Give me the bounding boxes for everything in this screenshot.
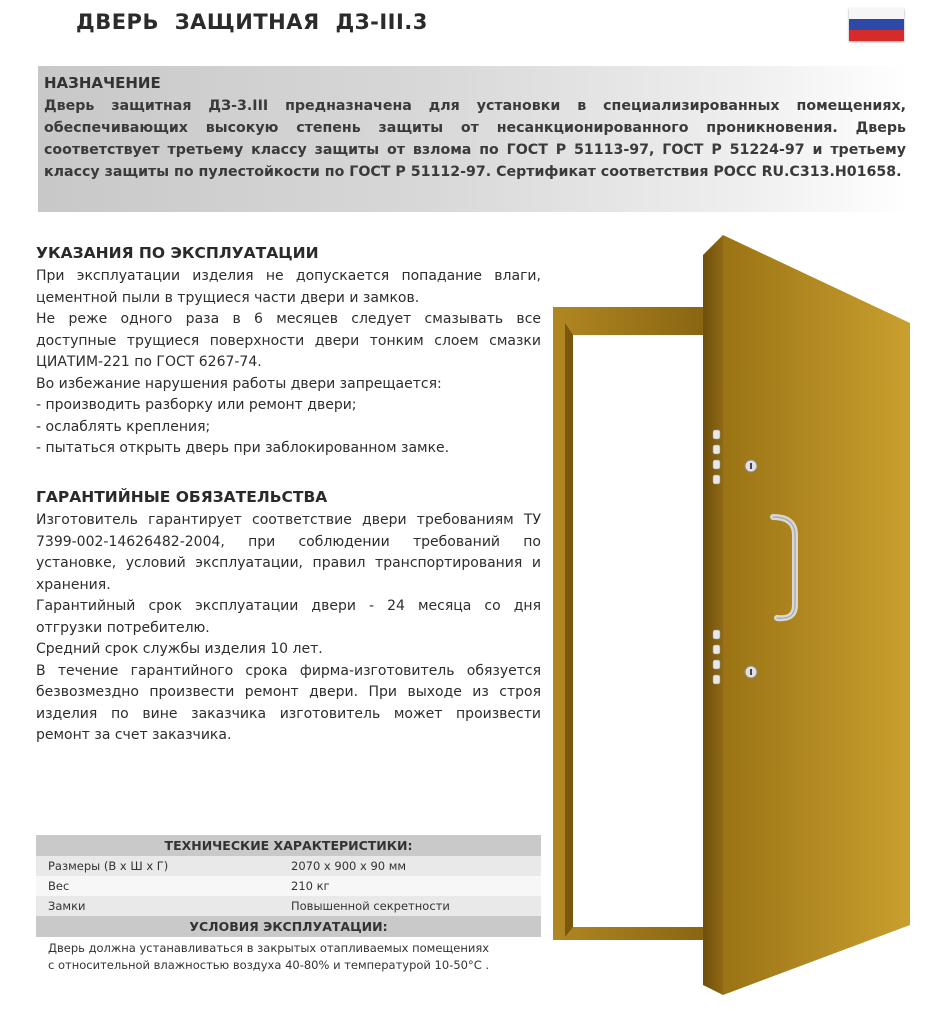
table-row — [36, 876, 541, 896]
door-leaf — [723, 235, 910, 995]
operation-list-item: - производить разборку или ремонт двери; — [36, 397, 357, 413]
conditions-heading: УСЛОВИЯ ЭКСПЛУАТАЦИИ: — [36, 916, 541, 937]
specs-rows — [36, 856, 541, 916]
operation-paragraph: При эксплуатации изделия не допускается попадание влаги, цементной пыли в трущиеся части двери и замков. — [36, 268, 541, 306]
warranty-paragraph: Гарантийный срок эксплуатации двери - 24 месяца со дня отгрузки потребителю. — [36, 598, 541, 636]
table-row — [36, 896, 541, 916]
operation-paragraph: Во избежание нарушения работы двери запрещается: — [36, 375, 442, 392]
warranty-paragraph: В течение гарантийного срока фирма-изготовитель обязуется безвозмездно произвести ремонт двери. При выходе из строя изделия по вине заказчика изготовитель может произвести ремонт за счет заказчика. — [36, 662, 541, 743]
conditions-text — [36, 937, 541, 974]
specs-table — [36, 835, 541, 974]
door-frame-lip — [565, 323, 573, 937]
specs-heading: ТЕХНИЧЕСКИЕ ХАРАКТЕРИСТИКИ: — [36, 835, 541, 856]
spec-label: Замки — [48, 899, 86, 913]
operation-heading: УКАЗАНИЯ ПО ЭКСПЛУАТАЦИИ — [36, 244, 319, 262]
door-opening — [573, 335, 705, 927]
warranty-paragraph: Изготовитель гарантирует соответствие двери требованиям ТУ 7399-002-14626482-2004, при соблюдении требований по установке, условий эксплуатации, правил транспортирования и хранения. — [36, 512, 541, 593]
purpose-text: Дверь защитная ДЗ-3.III предназначена для установки в специализированных помещениях, обеспечивающих высокую степень защиты от несанкционированного проникновения. Дверь соответствует третьему классу защиты от взлома по ГОСТ Р 51113-97, ГОСТ Р 51224-97 и третьему классу защиты по пулестойкости по ГОСТ Р 51112-97. Сертификат соответствия РОСС RU.C313.H01658. — [44, 98, 906, 180]
operation-text — [36, 266, 541, 460]
operation-list-item: - ослаблять крепления; — [36, 418, 211, 435]
door-illustration — [545, 225, 938, 1015]
russian-flag-icon — [849, 8, 904, 41]
conditions-line: Дверь должна устанавливаться в закрытых отапливаемых помещениях — [48, 941, 490, 955]
operation-list-item: - пытаться открыть дверь при заблокированном замке. — [36, 440, 450, 456]
spec-label: Вес — [48, 879, 70, 893]
spec-value: 210 кг — [291, 879, 330, 893]
purpose-heading: НАЗНАЧЕНИЕ — [44, 74, 161, 92]
warranty-paragraph: Средний срок службы изделия 10 лет. — [36, 641, 323, 657]
conditions-line: с относительной влажностью воздуха 40-80% и температурой 10-50°С . — [48, 958, 490, 972]
warranty-heading: ГАРАНТИЙНЫЕ ОБЯЗАТЕЛЬСТВА — [36, 488, 328, 506]
door-edge — [703, 235, 723, 995]
warranty-text — [36, 510, 541, 747]
table-row — [36, 856, 541, 876]
spec-value: 2070 х 900 х 90 мм — [291, 859, 407, 873]
page-title: ДВЕРЬ ЗАЩИТНАЯ ДЗ-III.3 — [76, 10, 428, 34]
operation-paragraph: Не реже одного раза в 6 месяцев следует смазывать все доступные трущиеся поверхности двери тонким слоем смазки ЦИАТИМ-221 по ГОСТ 6267-74. — [36, 311, 541, 370]
spec-label: Размеры (В х Ш х Г) — [48, 859, 169, 873]
spec-value: Повышенной секретности — [291, 899, 450, 913]
purpose-section — [38, 66, 910, 212]
